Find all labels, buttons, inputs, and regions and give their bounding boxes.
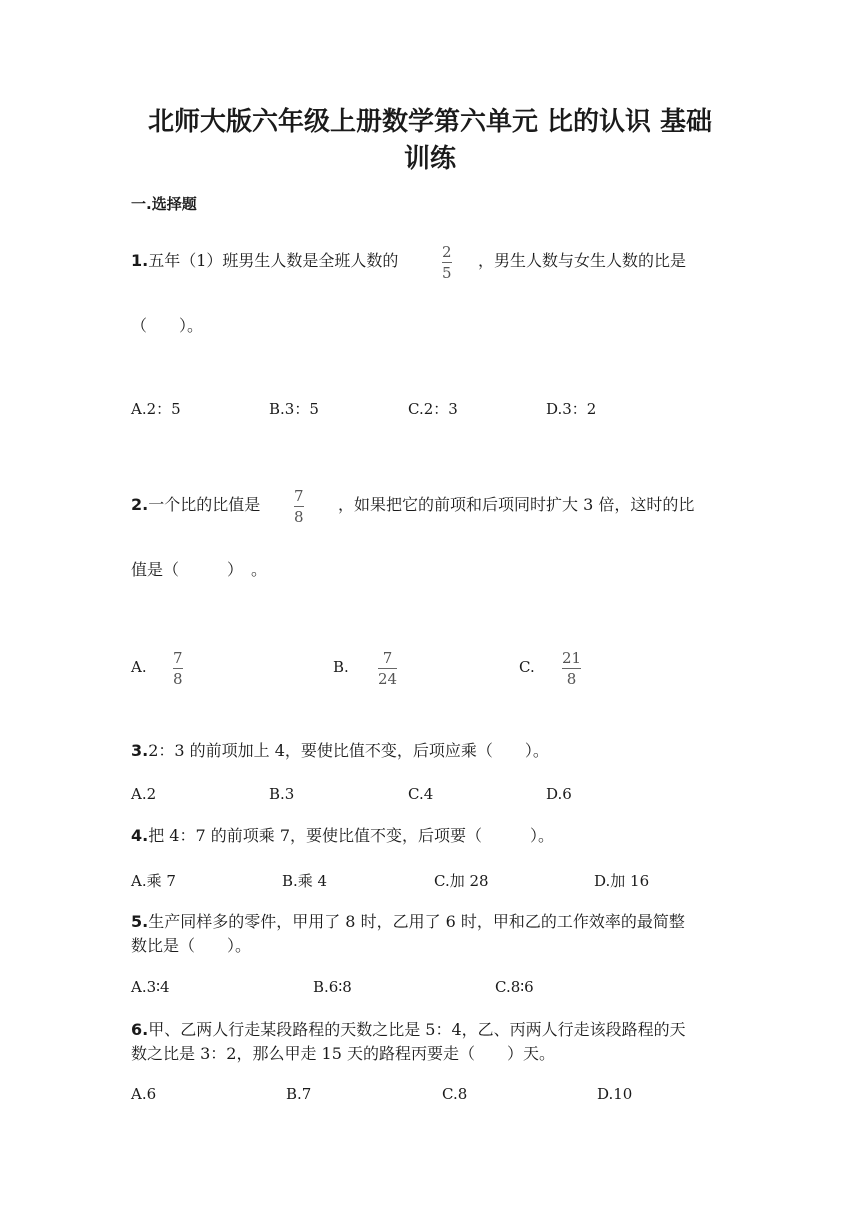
option-a[interactable]: A.3∶4 <box>131 978 170 996</box>
option-c[interactable]: C.8∶6 <box>495 978 534 996</box>
denominator: 5 <box>442 264 452 282</box>
option-d[interactable]: D.3：2 <box>546 400 597 418</box>
option-b[interactable]: B.6∶8 <box>313 978 352 996</box>
question-text: （ ）。 <box>131 316 204 335</box>
denominator: 8 <box>294 508 304 526</box>
fraction-bar <box>378 668 397 669</box>
question-number: 4. <box>131 826 149 845</box>
numerator: 7 <box>294 487 304 505</box>
question-text: 数之比是 3：2，那么甲走 15 天的路程丙要走（ ）天。 <box>131 1044 555 1063</box>
question-number: 5. <box>131 912 149 931</box>
option-a[interactable]: A.乘 7 <box>131 872 176 890</box>
option-c-label[interactable]: C. <box>519 658 535 676</box>
fraction-bar <box>442 262 452 263</box>
question-5-line1 <box>131 909 685 935</box>
question-number: 1. <box>131 251 149 270</box>
numerator: 7 <box>382 649 393 667</box>
option-d[interactable]: D.10 <box>597 1085 633 1103</box>
numerator: 21 <box>562 649 582 667</box>
fraction-bar <box>294 506 304 507</box>
fraction-bar <box>173 668 183 669</box>
question-text: 甲、乙两人行走某段路程的天数之比是 5：4，乙、丙两人行走该段路程的天 <box>148 1020 686 1039</box>
option-a[interactable]: A.2：5 <box>131 400 181 418</box>
question-number: 2. <box>131 495 149 514</box>
question-text: 生产同样多的零件，甲用了 8 时，乙用了 6 时，甲和乙的工作效率的最简整 <box>148 912 685 931</box>
fraction <box>442 244 452 281</box>
option-a-label[interactable]: A. <box>131 658 147 676</box>
option-c[interactable]: C.2：3 <box>408 400 458 418</box>
question-text: ，男生人数与女生人数的比是 <box>478 251 687 270</box>
question-text: 2：3 的前项加上 4，要使比值不变，后项应乘（ ）。 <box>148 741 549 760</box>
option-d[interactable]: D.加 16 <box>594 872 650 890</box>
question-6-line1 <box>131 1017 686 1043</box>
question-4-line1 <box>131 823 554 849</box>
question-text: ，如果把它的前项和后项同时扩大 3 倍，这时的比 <box>338 495 695 514</box>
question-1-line1 <box>131 248 398 274</box>
option-d[interactable]: D.6 <box>546 785 572 803</box>
page-title-line2: 训练 <box>403 144 456 174</box>
question-text: 值是（ ） 。 <box>131 560 268 579</box>
question-text: 把 4：7 的前项乘 7，要使比值不变，后项要（ ）。 <box>148 826 555 845</box>
option-b[interactable]: B.乘 4 <box>282 872 328 890</box>
option-a-fraction[interactable] <box>173 650 183 687</box>
numerator: 2 <box>442 243 452 261</box>
question-text: 一个比的比值是 <box>148 495 261 514</box>
question-number: 6. <box>131 1020 149 1039</box>
question-2-line1 <box>131 492 260 518</box>
option-c-fraction[interactable] <box>562 650 581 687</box>
option-a[interactable]: A.2 <box>131 785 157 803</box>
question-text: 五年（1）班男生人数是全班人数的 <box>148 251 399 270</box>
option-b[interactable]: B.3：5 <box>269 400 319 418</box>
option-c[interactable]: C.4 <box>408 785 434 803</box>
question-number: 3. <box>131 741 149 760</box>
option-a[interactable]: A.6 <box>131 1085 157 1103</box>
page-title-line1: 北师大版六年级上册数学第六单元 比的认识 基础 <box>147 107 713 137</box>
option-b-label[interactable]: B. <box>333 658 349 676</box>
section-heading: 一.选择题 <box>131 195 197 213</box>
denominator: 24 <box>378 670 398 688</box>
numerator: 7 <box>173 649 183 667</box>
option-b-fraction[interactable] <box>378 650 397 687</box>
fraction-bar <box>562 668 581 669</box>
option-b[interactable]: B.7 <box>286 1085 312 1103</box>
question-text: 数比是（ ）。 <box>131 936 252 955</box>
denominator: 8 <box>173 670 183 688</box>
option-c[interactable]: C.加 28 <box>434 872 489 890</box>
option-b[interactable]: B.3 <box>269 785 295 803</box>
fraction <box>294 488 304 525</box>
option-c[interactable]: C.8 <box>442 1085 468 1103</box>
denominator: 8 <box>566 670 577 688</box>
question-3-line1 <box>131 738 549 764</box>
